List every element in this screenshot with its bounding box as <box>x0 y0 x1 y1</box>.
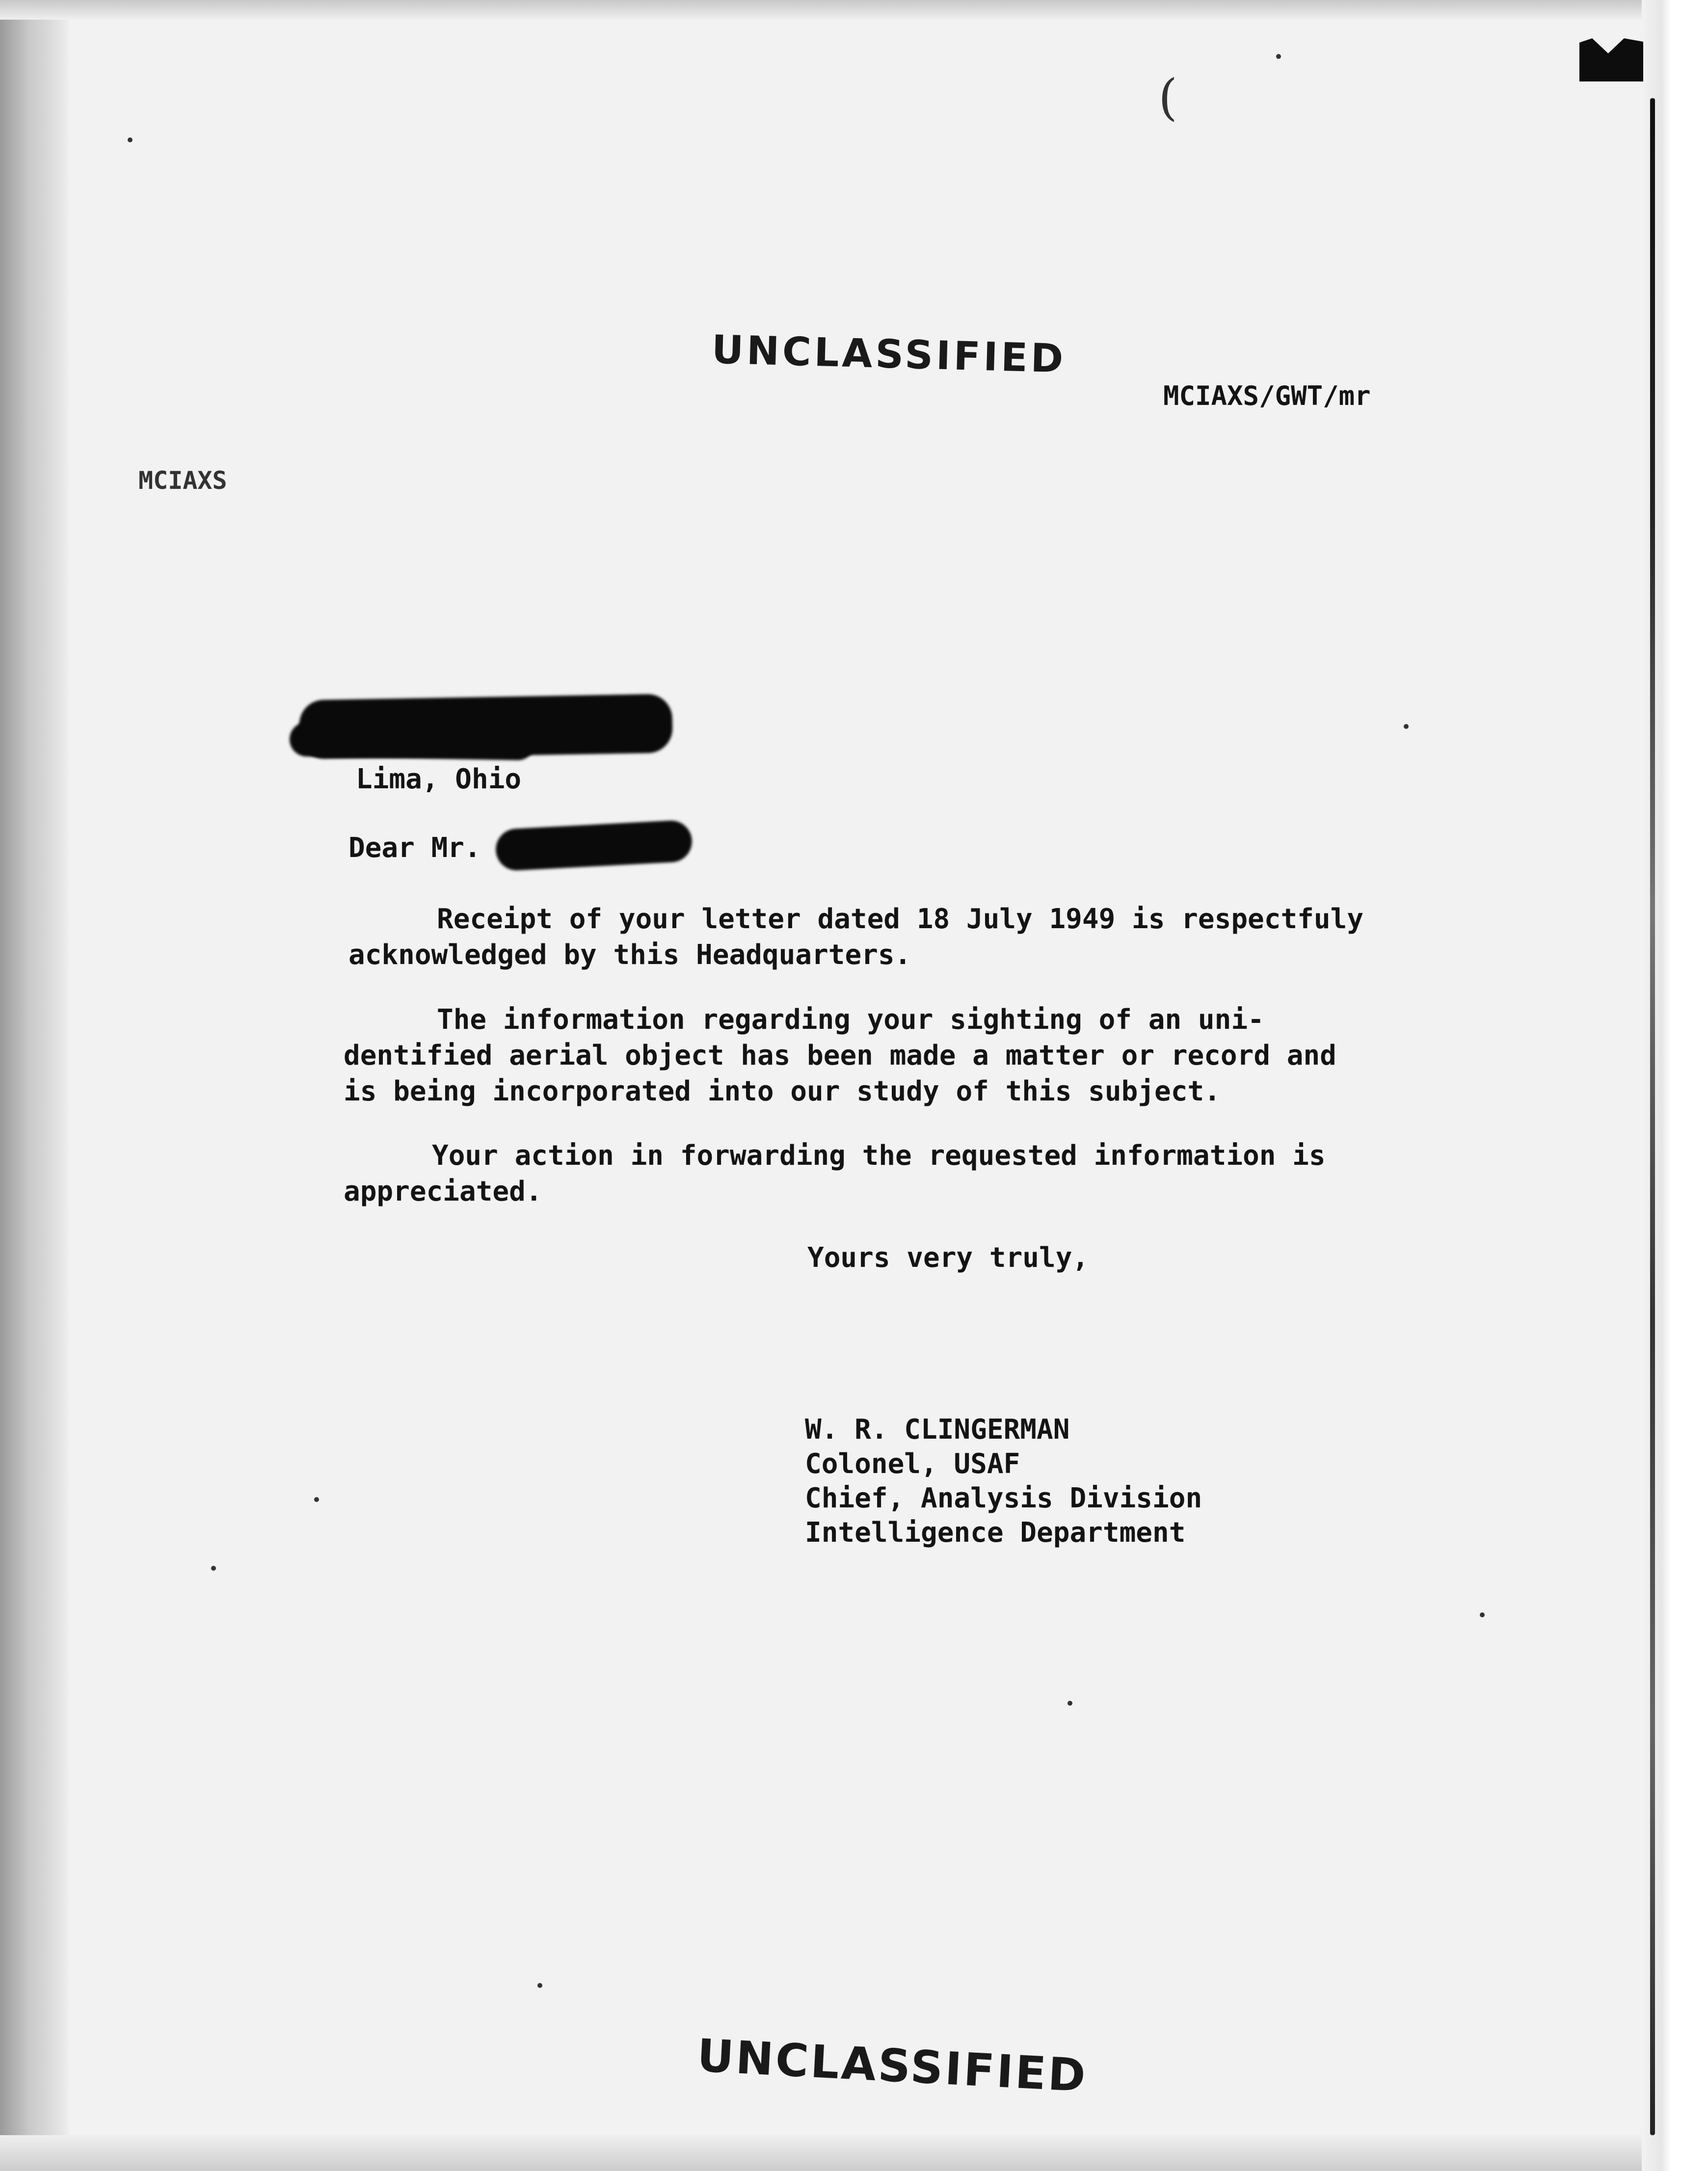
signature-department: Intelligence Department <box>805 1517 1186 1549</box>
corner-index-mark <box>1579 38 1643 81</box>
reference-code-left: MCIAXS <box>138 466 227 495</box>
stray-mark: ( <box>1158 69 1178 126</box>
salutation-text: Dear Mr. <box>348 832 481 864</box>
dust-speck <box>1404 724 1409 729</box>
dust-speck <box>537 1983 542 1988</box>
classification-stamp-bottom: UNCLASSIFIED <box>695 2029 1089 2102</box>
dust-speck <box>1068 1701 1072 1706</box>
scan-right-border-line <box>1650 98 1655 2135</box>
dust-speck <box>1276 54 1281 59</box>
signature-name: W. R. CLINGERMAN <box>805 1414 1070 1446</box>
reference-code-right: MCIAXS/GWT/mr <box>1163 380 1371 411</box>
paragraph-2-line-3: is being incorporated into our study of this subject. <box>344 1075 1221 1107</box>
paragraph-1-line-1: Receipt of your letter dated 18 July 1949 is respectfuly <box>437 903 1364 935</box>
dust-speck <box>128 137 133 142</box>
dust-speck <box>314 1497 319 1502</box>
salutation <box>348 832 481 864</box>
address-line: Lima, Ohio <box>356 763 522 795</box>
paragraph-1-line-2: acknowledged by this Headquarters. <box>348 939 911 971</box>
classification-stamp-top: UNCLASSIFIED <box>711 326 1067 382</box>
paragraph-3-line-2: appreciated. <box>344 1176 542 1207</box>
paragraph-3-line-1: Your action in forwarding the requested information is <box>432 1140 1326 1172</box>
redacted-recipient-name <box>495 820 693 872</box>
redacted-address-block <box>289 722 535 761</box>
paragraph-2-line-2: dentified aerial object has been made a matter or record and <box>344 1040 1336 1072</box>
complimentary-closing: Yours very truly, <box>807 1242 1089 1274</box>
dust-speck <box>211 1566 216 1571</box>
dust-speck <box>1480 1612 1485 1617</box>
scan-left-edge <box>0 0 69 2171</box>
signature-rank: Colonel, USAF <box>805 1448 1020 1480</box>
scan-bottom-edge <box>0 2135 1708 2171</box>
side-margin-text <box>29 1306 59 1531</box>
signature-title: Chief, Analysis Division <box>805 1482 1202 1514</box>
paragraph-2-line-1: The information regarding your sighting of an uni- <box>437 1004 1264 1036</box>
scan-top-edge <box>0 0 1708 20</box>
